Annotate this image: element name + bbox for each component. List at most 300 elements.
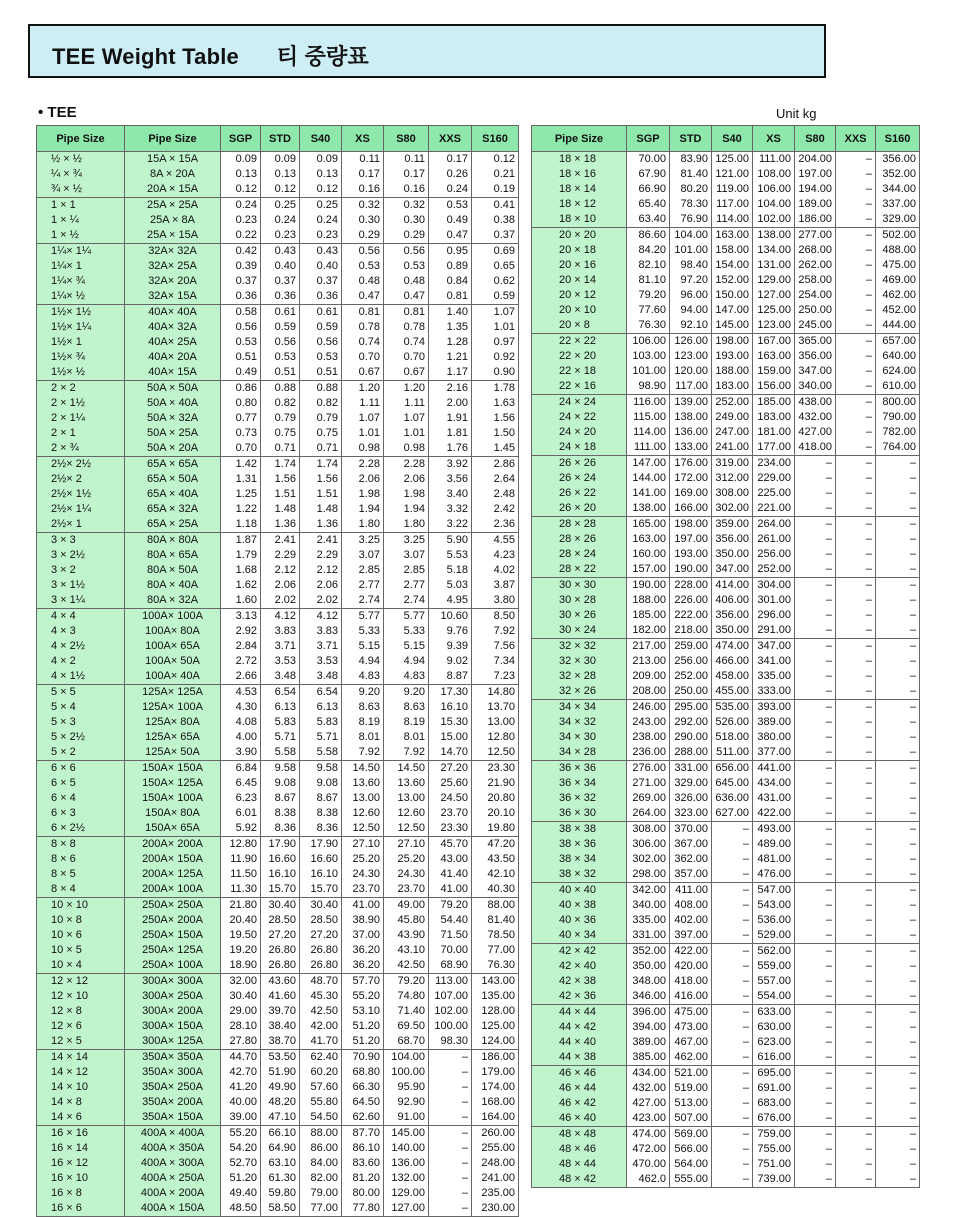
weight-cell: 84.20 bbox=[627, 243, 670, 258]
table-row bbox=[532, 1035, 920, 1050]
table-row bbox=[532, 1066, 920, 1082]
weight-cell: 473.00 bbox=[670, 1020, 712, 1035]
weight-cell: – bbox=[836, 456, 876, 472]
pipe-size-mm: 80A × 32A bbox=[125, 593, 221, 609]
weight-cell: – bbox=[795, 1005, 836, 1021]
pipe-size-inch: 2 × 1 bbox=[37, 426, 125, 441]
weight-cell: 5.18 bbox=[429, 563, 472, 578]
weight-cell: – bbox=[836, 258, 876, 273]
weight-cell: – bbox=[876, 608, 920, 623]
weight-cell: 441.00 bbox=[753, 761, 795, 777]
weight-cell: 38.40 bbox=[261, 1019, 300, 1034]
pipe-size-inch: 34 × 34 bbox=[532, 700, 627, 716]
weight-cell: 474.00 bbox=[712, 639, 753, 655]
table-row bbox=[37, 1065, 519, 1080]
weight-cell: – bbox=[876, 1111, 920, 1127]
pipe-size-inch: 4 × 2½ bbox=[37, 639, 125, 654]
weight-cell: 190.00 bbox=[670, 562, 712, 578]
weight-cell: 0.37 bbox=[300, 274, 342, 289]
weight-cell: 627.00 bbox=[712, 806, 753, 822]
weight-cell: 107.00 bbox=[429, 989, 472, 1004]
weight-cell: 0.59 bbox=[300, 320, 342, 335]
weight-cell: 0.77 bbox=[221, 411, 261, 426]
weight-cell: 418.00 bbox=[795, 440, 836, 456]
weight-cell: 5.15 bbox=[342, 639, 384, 654]
weight-cell: 312.00 bbox=[712, 471, 753, 486]
pipe-size-mm: 200A× 125A bbox=[125, 867, 221, 882]
weight-cell: 15.30 bbox=[429, 715, 472, 730]
weight-cell: 81.10 bbox=[627, 273, 670, 288]
table-row bbox=[532, 883, 920, 899]
weight-cell: 359.00 bbox=[712, 517, 753, 533]
weight-cell: 0.49 bbox=[221, 365, 261, 381]
weight-cell: 111.00 bbox=[627, 440, 670, 456]
pipe-size-inch: 8 × 4 bbox=[37, 882, 125, 898]
weight-cell: – bbox=[712, 928, 753, 944]
weight-cell: 296.00 bbox=[753, 608, 795, 623]
pipe-size-mm: 8A × 20A bbox=[125, 167, 221, 182]
weight-cell: 24.30 bbox=[384, 867, 429, 882]
weight-cell: 1.40 bbox=[429, 305, 472, 321]
weight-cell: – bbox=[712, 883, 753, 899]
weight-cell: 0.47 bbox=[342, 289, 384, 305]
weight-cell: 389.00 bbox=[627, 1035, 670, 1050]
weight-cell: – bbox=[876, 944, 920, 960]
table-row bbox=[37, 1019, 519, 1034]
weight-cell: 68.80 bbox=[342, 1065, 384, 1080]
pipe-size-inch: 14 × 14 bbox=[37, 1050, 125, 1066]
weight-cell: – bbox=[876, 989, 920, 1005]
pipe-size-inch: 12 × 10 bbox=[37, 989, 125, 1004]
weight-cell: 569.00 bbox=[670, 1127, 712, 1143]
pipe-size-inch: 30 × 30 bbox=[532, 578, 627, 594]
weight-cell: 365.00 bbox=[795, 334, 836, 350]
pipe-size-mm: 150A× 125A bbox=[125, 776, 221, 791]
weight-cell: 83.90 bbox=[670, 152, 712, 168]
weight-cell: 53.10 bbox=[342, 1004, 384, 1019]
pipe-size-inch: 16 × 12 bbox=[37, 1156, 125, 1171]
weight-cell: – bbox=[836, 654, 876, 669]
table-row bbox=[37, 943, 519, 958]
weight-cell: 8.63 bbox=[384, 700, 429, 715]
tee-weight-table-left bbox=[36, 125, 519, 1217]
weight-cell: 4.00 bbox=[221, 730, 261, 745]
pipe-size-inch: 2½× 1½ bbox=[37, 487, 125, 502]
weight-cell: 616.00 bbox=[753, 1050, 795, 1066]
weight-cell: 13.60 bbox=[384, 776, 429, 791]
weight-cell: 124.00 bbox=[472, 1034, 519, 1050]
weight-cell: 6.45 bbox=[221, 776, 261, 791]
weight-cell: 2.74 bbox=[342, 593, 384, 609]
weight-cell: 254.00 bbox=[795, 288, 836, 303]
weight-cell: 3.22 bbox=[429, 517, 472, 533]
weight-cell: 12.80 bbox=[221, 837, 261, 853]
weight-cell: 4.12 bbox=[300, 609, 342, 625]
pipe-size-inch: 48 × 42 bbox=[532, 1172, 627, 1188]
table-row bbox=[37, 669, 519, 685]
table-row bbox=[37, 1186, 519, 1201]
weight-cell: 77.00 bbox=[300, 1201, 342, 1217]
table-row bbox=[532, 471, 920, 486]
weight-cell: 1.42 bbox=[221, 457, 261, 473]
weight-cell: – bbox=[712, 1066, 753, 1082]
weight-cell: 29.00 bbox=[221, 1004, 261, 1019]
weight-cell: 14.80 bbox=[472, 685, 519, 701]
weight-cell: – bbox=[429, 1050, 472, 1066]
weight-cell: 19.20 bbox=[221, 943, 261, 958]
weight-cell: 1.07 bbox=[342, 411, 384, 426]
weight-cell: 268.00 bbox=[795, 243, 836, 258]
weight-cell: 507.00 bbox=[670, 1111, 712, 1127]
weight-cell: 77.60 bbox=[627, 303, 670, 318]
weight-cell: 7.92 bbox=[384, 745, 429, 761]
weight-cell: – bbox=[836, 700, 876, 716]
weight-cell: 0.23 bbox=[261, 228, 300, 244]
weight-cell: 0.70 bbox=[342, 350, 384, 365]
pipe-size-mm: 100A× 40A bbox=[125, 669, 221, 685]
weight-cell: 1.98 bbox=[384, 487, 429, 502]
weight-cell: – bbox=[836, 379, 876, 395]
weight-cell: – bbox=[712, 1050, 753, 1066]
weight-cell: 469.00 bbox=[876, 273, 920, 288]
weight-cell: 11.90 bbox=[221, 852, 261, 867]
table-row bbox=[37, 152, 519, 168]
table-row bbox=[532, 562, 920, 578]
table-row bbox=[37, 517, 519, 533]
weight-cell: 0.09 bbox=[261, 152, 300, 168]
weight-cell: 182.00 bbox=[627, 623, 670, 639]
pipe-size-inch: 20 × 14 bbox=[532, 273, 627, 288]
weight-cell: 0.90 bbox=[472, 365, 519, 381]
pipe-size-mm: 400A × 400A bbox=[125, 1126, 221, 1142]
weight-cell: 739.00 bbox=[753, 1172, 795, 1188]
weight-cell: 1.35 bbox=[429, 320, 472, 335]
pipe-size-mm: 125A× 100A bbox=[125, 700, 221, 715]
weight-cell: 47.20 bbox=[472, 837, 519, 853]
weight-cell: 197.00 bbox=[795, 167, 836, 182]
table-row bbox=[532, 547, 920, 562]
weight-cell: 189.00 bbox=[795, 197, 836, 212]
weight-cell: 104.00 bbox=[753, 197, 795, 212]
weight-cell: – bbox=[795, 623, 836, 639]
table-row bbox=[532, 669, 920, 684]
table-row bbox=[37, 244, 519, 260]
pipe-size-mm: 250A× 200A bbox=[125, 913, 221, 928]
weight-cell: 0.24 bbox=[300, 213, 342, 228]
weight-cell: – bbox=[795, 1172, 836, 1188]
weight-cell: 277.00 bbox=[795, 228, 836, 244]
weight-cell: 183.00 bbox=[753, 410, 795, 425]
table-row bbox=[37, 563, 519, 578]
pipe-size-mm: 100A× 80A bbox=[125, 624, 221, 639]
weight-cell: 337.00 bbox=[876, 197, 920, 212]
table-row bbox=[37, 974, 519, 990]
pipe-size-mm: 32A× 20A bbox=[125, 274, 221, 289]
weight-cell: 302.00 bbox=[712, 501, 753, 517]
weight-cell: – bbox=[836, 730, 876, 745]
weight-cell: 181.00 bbox=[753, 425, 795, 440]
pipe-size-inch: 1¼× 1¼ bbox=[37, 244, 125, 260]
weight-cell: – bbox=[795, 715, 836, 730]
weight-cell: 529.00 bbox=[753, 928, 795, 944]
weight-cell: 54.40 bbox=[429, 913, 472, 928]
weight-cell: 55.20 bbox=[342, 989, 384, 1004]
pipe-size-inch: 24 × 20 bbox=[532, 425, 627, 440]
table-row bbox=[532, 959, 920, 974]
table-row bbox=[532, 288, 920, 303]
weight-cell: 0.37 bbox=[261, 274, 300, 289]
weight-cell: 1.07 bbox=[384, 411, 429, 426]
weight-cell: 535.00 bbox=[712, 700, 753, 716]
weight-cell: – bbox=[795, 1035, 836, 1050]
weight-cell: 0.79 bbox=[261, 411, 300, 426]
weight-cell: 198.00 bbox=[670, 517, 712, 533]
table-row bbox=[532, 578, 920, 594]
weight-cell: 1.51 bbox=[300, 487, 342, 502]
weight-cell: – bbox=[836, 547, 876, 562]
weight-cell: – bbox=[795, 928, 836, 944]
pipe-size-inch: 10 × 5 bbox=[37, 943, 125, 958]
weight-cell: – bbox=[876, 654, 920, 669]
weight-cell: 123.00 bbox=[753, 318, 795, 334]
weight-cell: 13.60 bbox=[342, 776, 384, 791]
pipe-size-mm: 150A× 100A bbox=[125, 791, 221, 806]
weight-cell: 1.68 bbox=[221, 563, 261, 578]
weight-cell: 408.00 bbox=[670, 898, 712, 913]
weight-cell: 489.00 bbox=[753, 837, 795, 852]
weight-cell: – bbox=[876, 928, 920, 944]
table-row bbox=[37, 472, 519, 487]
weight-cell: 23.70 bbox=[429, 806, 472, 821]
table-row bbox=[37, 1126, 519, 1142]
pipe-size-mm: 400A × 150A bbox=[125, 1201, 221, 1217]
table-row bbox=[37, 1141, 519, 1156]
weight-cell: 6.23 bbox=[221, 791, 261, 806]
weight-cell: 236.00 bbox=[627, 745, 670, 761]
weight-cell: 340.00 bbox=[795, 379, 836, 395]
weight-cell: 80.00 bbox=[342, 1186, 384, 1201]
weight-cell: 62.40 bbox=[300, 1050, 342, 1066]
weight-cell: 0.70 bbox=[384, 350, 429, 365]
table-row bbox=[37, 548, 519, 563]
weight-cell: 1.01 bbox=[342, 426, 384, 441]
weight-cell: 58.50 bbox=[261, 1201, 300, 1217]
table-row bbox=[532, 152, 920, 168]
pipe-size-mm: 250A× 250A bbox=[125, 898, 221, 914]
pipe-size-inch: 4 × 4 bbox=[37, 609, 125, 625]
table-row bbox=[37, 715, 519, 730]
weight-cell: – bbox=[836, 334, 876, 350]
weight-cell: 42.50 bbox=[300, 1004, 342, 1019]
weight-cell: 241.00 bbox=[712, 440, 753, 456]
weight-cell: 0.80 bbox=[221, 396, 261, 411]
weight-cell: 423.00 bbox=[627, 1111, 670, 1127]
pipe-size-mm: 25A × 25A bbox=[125, 198, 221, 214]
pipe-size-inch: 4 × 1½ bbox=[37, 669, 125, 685]
table-row bbox=[37, 639, 519, 654]
weight-cell: – bbox=[795, 898, 836, 913]
pipe-size-mm: 250A× 150A bbox=[125, 928, 221, 943]
table-row bbox=[532, 273, 920, 288]
weight-cell: 290.00 bbox=[670, 730, 712, 745]
weight-cell: 48.50 bbox=[221, 1201, 261, 1217]
table-row bbox=[532, 852, 920, 867]
weight-cell: 57.60 bbox=[300, 1080, 342, 1095]
weight-cell: 633.00 bbox=[753, 1005, 795, 1021]
column-header: S80 bbox=[384, 126, 429, 152]
weight-cell: 218.00 bbox=[670, 623, 712, 639]
weight-cell: 676.00 bbox=[753, 1111, 795, 1127]
weight-cell: 5.71 bbox=[300, 730, 342, 745]
weight-cell: – bbox=[712, 852, 753, 867]
weight-cell: 92.90 bbox=[384, 1095, 429, 1110]
weight-cell: 27.80 bbox=[221, 1034, 261, 1050]
weight-cell: 0.88 bbox=[300, 381, 342, 397]
weight-cell: 5.15 bbox=[384, 639, 429, 654]
weight-cell: – bbox=[836, 1142, 876, 1157]
weight-cell: 536.00 bbox=[753, 913, 795, 928]
weight-cell: 1.17 bbox=[429, 365, 472, 381]
pipe-size-inch: 18 × 16 bbox=[532, 167, 627, 182]
weight-cell: 0.56 bbox=[342, 244, 384, 260]
weight-cell: 136.00 bbox=[670, 425, 712, 440]
pipe-size-inch: 22 × 20 bbox=[532, 349, 627, 364]
weight-cell: 640.00 bbox=[876, 349, 920, 364]
weight-cell: 0.97 bbox=[472, 335, 519, 350]
table-row bbox=[532, 167, 920, 182]
table-row bbox=[37, 928, 519, 943]
weight-cell: 3.56 bbox=[429, 472, 472, 487]
weight-cell: 3.25 bbox=[384, 533, 429, 549]
weight-cell: – bbox=[876, 791, 920, 806]
weight-cell: 333.00 bbox=[753, 684, 795, 700]
pipe-size-inch: 20 × 10 bbox=[532, 303, 627, 318]
pipe-size-inch: 1¼× 1 bbox=[37, 259, 125, 274]
weight-cell: 163.00 bbox=[627, 532, 670, 547]
weight-cell: – bbox=[836, 197, 876, 212]
weight-cell: 0.32 bbox=[384, 198, 429, 214]
pipe-size-mm: 40A× 15A bbox=[125, 365, 221, 381]
pipe-size-inch: 20 × 18 bbox=[532, 243, 627, 258]
weight-cell: 32.00 bbox=[221, 974, 261, 990]
weight-cell: 70.90 bbox=[342, 1050, 384, 1066]
weight-cell: 120.00 bbox=[670, 364, 712, 379]
weight-cell: 2.06 bbox=[342, 472, 384, 487]
weight-cell: – bbox=[876, 1020, 920, 1035]
tee-weight-table-right bbox=[531, 125, 920, 1188]
weight-cell: – bbox=[712, 1142, 753, 1157]
weight-cell: 0.47 bbox=[429, 228, 472, 244]
weight-cell: 100.00 bbox=[384, 1065, 429, 1080]
table-row bbox=[37, 182, 519, 198]
weight-cell: 488.00 bbox=[876, 243, 920, 258]
weight-cell: 0.86 bbox=[221, 381, 261, 397]
weight-cell: 0.24 bbox=[221, 198, 261, 214]
weight-cell: 0.51 bbox=[261, 365, 300, 381]
weight-cell: 163.00 bbox=[753, 349, 795, 364]
table-row bbox=[532, 745, 920, 761]
weight-cell: – bbox=[836, 182, 876, 197]
pipe-size-inch: 14 × 10 bbox=[37, 1080, 125, 1095]
table-row bbox=[37, 578, 519, 593]
weight-cell: – bbox=[836, 898, 876, 913]
table-row bbox=[532, 258, 920, 273]
weight-cell: 341.00 bbox=[753, 654, 795, 669]
weight-cell: 0.42 bbox=[221, 244, 261, 260]
table-row bbox=[532, 1096, 920, 1111]
pipe-size-inch: 42 × 42 bbox=[532, 944, 627, 960]
weight-cell: 102.00 bbox=[429, 1004, 472, 1019]
weight-cell: 129.00 bbox=[753, 273, 795, 288]
weight-cell: 0.13 bbox=[261, 167, 300, 182]
weight-cell: 0.53 bbox=[342, 259, 384, 274]
pipe-size-mm: 300A× 150A bbox=[125, 1019, 221, 1034]
weight-cell: 1.81 bbox=[429, 426, 472, 441]
weight-cell: – bbox=[795, 1050, 836, 1066]
weight-cell: – bbox=[836, 318, 876, 334]
weight-cell: 2.00 bbox=[429, 396, 472, 411]
table-row bbox=[532, 608, 920, 623]
weight-cell: 0.29 bbox=[384, 228, 429, 244]
weight-cell: 370.00 bbox=[670, 822, 712, 838]
weight-cell: 108.00 bbox=[753, 167, 795, 182]
weight-cell: 197.00 bbox=[670, 532, 712, 547]
weight-cell: 557.00 bbox=[753, 974, 795, 989]
weight-cell: – bbox=[795, 1142, 836, 1157]
weight-cell: – bbox=[876, 1050, 920, 1066]
weight-cell: 5.77 bbox=[342, 609, 384, 625]
weight-cell: 308.00 bbox=[627, 822, 670, 838]
pipe-size-inch: 6 × 2½ bbox=[37, 821, 125, 837]
weight-cell: 2.42 bbox=[472, 502, 519, 517]
weight-cell: – bbox=[795, 593, 836, 608]
weight-cell: 476.00 bbox=[753, 867, 795, 883]
weight-cell: 3.90 bbox=[221, 745, 261, 761]
pipe-size-mm: 80A × 50A bbox=[125, 563, 221, 578]
weight-cell: 3.53 bbox=[300, 654, 342, 669]
weight-cell: 98.30 bbox=[429, 1034, 472, 1050]
pipe-size-inch: 38 × 32 bbox=[532, 867, 627, 883]
pipe-size-inch: 48 × 46 bbox=[532, 1142, 627, 1157]
table-row bbox=[532, 1020, 920, 1035]
pipe-size-mm: 250A× 125A bbox=[125, 943, 221, 958]
pipe-size-inch: 2½× 2½ bbox=[37, 457, 125, 473]
pipe-size-mm: 350A× 300A bbox=[125, 1065, 221, 1080]
weight-cell: 1.48 bbox=[300, 502, 342, 517]
table-row bbox=[532, 197, 920, 212]
pipe-size-inch: 1½× 1 bbox=[37, 335, 125, 350]
pipe-size-mm: 200A× 100A bbox=[125, 882, 221, 898]
weight-cell: – bbox=[712, 1172, 753, 1188]
weight-cell: 2.64 bbox=[472, 472, 519, 487]
weight-cell: 326.00 bbox=[670, 791, 712, 806]
weight-cell: 255.00 bbox=[472, 1141, 519, 1156]
column-header: XXS bbox=[836, 126, 876, 152]
weight-cell: – bbox=[876, 1127, 920, 1143]
weight-cell: – bbox=[836, 532, 876, 547]
table-row bbox=[37, 958, 519, 974]
weight-cell: 163.00 bbox=[712, 228, 753, 244]
weight-cell: 41.60 bbox=[261, 989, 300, 1004]
weight-cell: 68.90 bbox=[429, 958, 472, 974]
weight-cell: 123.00 bbox=[670, 349, 712, 364]
weight-cell: 1.78 bbox=[472, 381, 519, 397]
weight-cell: 1.87 bbox=[221, 533, 261, 549]
weight-cell: 36.20 bbox=[342, 943, 384, 958]
weight-cell: – bbox=[836, 167, 876, 182]
unit-label: Unit kg bbox=[776, 106, 817, 121]
weight-cell: – bbox=[795, 913, 836, 928]
